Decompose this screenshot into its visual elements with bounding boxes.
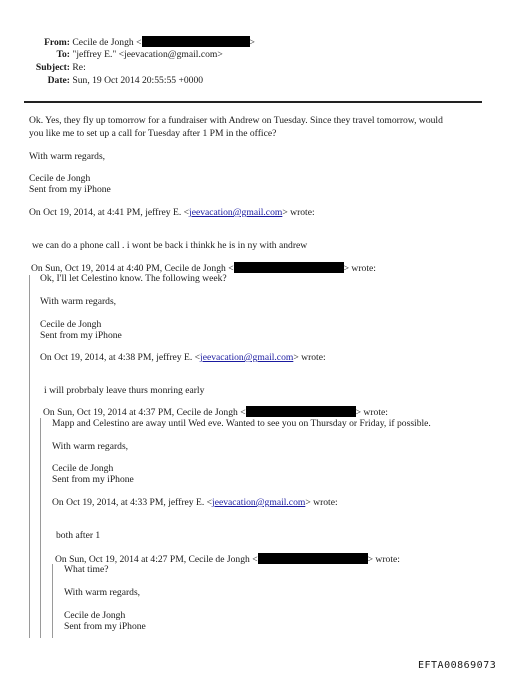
quote-prefix: On Oct 19, 2014, at 4:33 PM, jeffrey E. < bbox=[52, 497, 213, 508]
message-line: What time? bbox=[64, 564, 109, 575]
message-line: you like me to set up a call for Tuesday after 1 PM in the office? bbox=[29, 128, 277, 139]
quote-suffix: > wrote: bbox=[343, 263, 376, 274]
signature-name: Cecile de Jongh bbox=[29, 173, 91, 184]
signature-name: Cecile de Jongh bbox=[64, 610, 126, 621]
signature-device: Sent from my iPhone bbox=[52, 474, 134, 485]
redaction-box bbox=[234, 262, 344, 273]
date-value: Sun, 19 Oct 2014 20:55:55 +0000 bbox=[72, 75, 204, 86]
quote-prefix: On Sun, Oct 19, 2014 at 4:37 PM, Cecile de Jongh < bbox=[43, 407, 246, 418]
document-id: EFTA00869073 bbox=[418, 660, 497, 671]
email-link[interactable]: jeevacation@gmail.com bbox=[200, 352, 294, 363]
quote-header bbox=[43, 406, 388, 418]
quote-prefix: On Sun, Oct 19, 2014 at 4:40 PM, Cecile de Jongh < bbox=[31, 263, 234, 274]
subject-label: Subject: bbox=[35, 62, 70, 73]
email-link[interactable]: jeevacation@gmail.com bbox=[212, 497, 306, 508]
to-row bbox=[0, 49, 223, 60]
quote-suffix: > wrote: bbox=[355, 407, 388, 418]
reply-text: i will probrbaly leave thurs monring early bbox=[44, 385, 205, 396]
quote-bar bbox=[40, 418, 41, 638]
quote-suffix: > wrote: bbox=[367, 554, 400, 565]
regards-text: With warm regards, bbox=[52, 441, 129, 452]
regards-text: With warm regards, bbox=[40, 296, 117, 307]
quote-prefix: On Sun, Oct 19, 2014 at 4:27 PM, Cecile de Jongh < bbox=[55, 554, 258, 565]
email-link[interactable]: jeevacation@gmail.com bbox=[189, 207, 283, 218]
quote-header bbox=[52, 497, 338, 508]
quote-suffix: > wrote: bbox=[293, 352, 326, 363]
reply-text: both after 1 bbox=[56, 530, 101, 541]
redaction-box bbox=[142, 36, 250, 47]
quote-header bbox=[40, 352, 326, 363]
signature-device: Sent from my iPhone bbox=[40, 330, 122, 341]
reply-text: we can do a phone call . i wont be back i thinkk he is in ny with andrew bbox=[32, 240, 308, 251]
header-divider bbox=[24, 101, 482, 103]
to-value: "jeffrey E." <jeevacation@gmail.com> bbox=[72, 49, 223, 60]
subject-value: Re: bbox=[72, 62, 86, 73]
signature-name: Cecile de Jongh bbox=[52, 463, 114, 474]
date-row bbox=[0, 75, 203, 86]
date-label: Date: bbox=[47, 75, 70, 86]
to-label: To: bbox=[56, 49, 70, 60]
message-line: Ok, I'll let Celestino know. The following week? bbox=[40, 273, 227, 284]
quote-suffix: > wrote: bbox=[282, 207, 315, 218]
quote-bar bbox=[29, 275, 30, 638]
signature-device: Sent from my iPhone bbox=[29, 184, 111, 195]
quote-bar bbox=[52, 564, 53, 638]
quote-header bbox=[29, 207, 315, 218]
quote-prefix: On Oct 19, 2014, at 4:41 PM, jeffrey E. < bbox=[29, 207, 190, 218]
signature-device: Sent from my iPhone bbox=[64, 621, 146, 632]
message-line: Mapp and Celestino are away until Wed eve. Wanted to see you on Thursday or Friday, if possible. bbox=[52, 418, 431, 429]
from-tail: > bbox=[249, 37, 255, 48]
redaction-box bbox=[246, 406, 356, 417]
message-line: Ok. Yes, they fly up tomorrow for a fundraiser with Andrew on Tuesday. Since they travel tomorrow, would bbox=[29, 115, 443, 126]
regards-text: With warm regards, bbox=[29, 151, 106, 162]
subject-row bbox=[0, 62, 86, 73]
redaction-box bbox=[258, 553, 368, 564]
from-value: Cecile de Jongh < bbox=[72, 37, 142, 48]
from-label: From: bbox=[44, 37, 70, 48]
signature-name: Cecile de Jongh bbox=[40, 319, 102, 330]
regards-text: With warm regards, bbox=[64, 587, 141, 598]
quote-prefix: On Oct 19, 2014, at 4:38 PM, jeffrey E. < bbox=[40, 352, 201, 363]
from-row bbox=[0, 36, 255, 48]
quote-suffix: > wrote: bbox=[305, 497, 338, 508]
